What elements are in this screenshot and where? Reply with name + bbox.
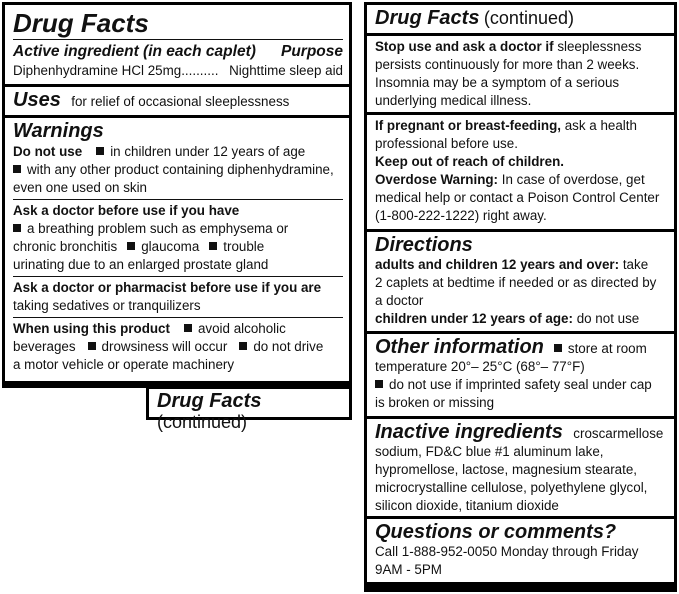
- bullet-icon: [96, 147, 104, 155]
- divider: [13, 317, 343, 318]
- divider: [13, 39, 343, 40]
- directions-text: 2 caplets at bedtime if needed or as directed by: [375, 275, 657, 290]
- right-continued: (continued): [483, 8, 574, 28]
- do-not-use-block: [13, 142, 343, 197]
- inactive-ingredients-text: silicon dioxide, titanium dioxide: [375, 498, 559, 513]
- ask-doctor-item: urinating due to an enlarged prostate gland: [13, 257, 269, 272]
- do-not-use-item: with any other product containing diphenhydramine,: [27, 162, 334, 177]
- questions-section: [367, 519, 674, 582]
- pregnancy-heading: If pregnant or breast-feeding,: [375, 118, 561, 133]
- bullet-icon: [554, 344, 562, 352]
- directions-section: [367, 232, 674, 331]
- ask-pharmacist-block: [13, 279, 343, 315]
- bullet-icon: [184, 324, 192, 332]
- inactive-ingredients-title: Inactive ingredients: [375, 421, 563, 443]
- warnings-section: [5, 118, 349, 381]
- when-using-item: avoid alcoholic: [197, 321, 286, 336]
- continued-tab-inner: [149, 389, 349, 432]
- ask-doctor-block: [13, 202, 343, 274]
- bullet-icon: [13, 224, 21, 232]
- when-using-item: beverages: [13, 339, 76, 354]
- stop-use-heading: Stop use and ask a doctor if: [375, 39, 554, 54]
- do-not-use-item: even one used on skin: [13, 180, 148, 195]
- bullet-icon: [375, 380, 383, 388]
- warnings-title: Warnings: [13, 120, 104, 142]
- do-not-use-heading: Do not use: [13, 144, 83, 159]
- directions-adult-heading: adults and children 12 years and over:: [375, 257, 620, 272]
- drug-facts-panel-right: [364, 2, 677, 592]
- stop-use-text: underlying medical illness.: [375, 93, 532, 108]
- uses-text: for relief of occasional sleeplessness: [71, 94, 290, 109]
- uses-section: [5, 87, 349, 115]
- other-information-text: store at room: [567, 341, 647, 356]
- stop-use-text: Insomnia may be a symptom of a serious: [375, 75, 620, 90]
- ask-doctor-item: glaucoma: [141, 239, 200, 254]
- other-information-text: temperature 20°– 25°C (68°– 77°F): [375, 359, 585, 374]
- ask-pharmacist-item: taking sedatives or tranquilizers: [13, 298, 201, 313]
- ask-doctor-item: trouble: [223, 239, 265, 254]
- stop-use-text: sleeplessness: [557, 39, 642, 54]
- purpose-value: Nighttime sleep aid: [229, 63, 343, 78]
- inactive-ingredients-section: [367, 419, 674, 516]
- directions-text: do not use: [576, 311, 640, 326]
- overdose-text: In case of overdose, get: [501, 172, 645, 187]
- stop-use-section: [367, 36, 674, 112]
- other-information-text: do not use if imprinted safety seal under cap: [389, 377, 652, 392]
- active-ingredient-header: Active ingredient (in each caplet): [13, 43, 256, 60]
- pregnancy-section: [367, 115, 674, 229]
- when-using-item: do not drive: [253, 339, 324, 354]
- keep-out-heading: Keep out of reach of children.: [375, 154, 564, 169]
- continued-tab-word: (continued): [157, 412, 248, 432]
- other-information-section: [367, 334, 674, 416]
- inactive-ingredients-text: sodium, FD&C blue #1 aluminum lake,: [375, 444, 604, 459]
- drug-facts-title: Drug Facts: [13, 8, 149, 38]
- ask-doctor-item: a breathing problem such as emphysema or: [27, 221, 289, 236]
- right-header: [367, 5, 674, 33]
- when-using-heading: When using this product: [13, 321, 170, 336]
- overdose-heading: Overdose Warning:: [375, 172, 499, 187]
- ask-doctor-heading: Ask a doctor before use if you have: [13, 203, 240, 218]
- pregnancy-text: professional before use.: [375, 136, 518, 151]
- other-information-text: is broken or missing: [375, 395, 495, 410]
- divider: [13, 199, 343, 200]
- continued-tab: [146, 386, 352, 432]
- do-not-use-item: in children under 12 years of age: [110, 144, 306, 159]
- questions-text: Call 1-888-952-0050 Monday through Friday: [375, 544, 639, 559]
- directions-child-heading: children under 12 years of age:: [375, 311, 573, 326]
- directions-text: take: [622, 257, 649, 272]
- directions-title: Directions: [375, 234, 473, 256]
- stop-use-text: persists continuously for more than 2 weeks.: [375, 57, 640, 72]
- ask-doctor-item: chronic bronchitis: [13, 239, 118, 254]
- bullet-icon: [239, 342, 247, 350]
- inactive-ingredients-text: microcrystalline cellulose, polyethylene glycol,: [375, 480, 648, 495]
- ask-pharmacist-heading: Ask a doctor or pharmacist before use if you are: [13, 280, 322, 295]
- active-ingredient: Diphenhydramine HCl 25mg..........: [13, 63, 219, 78]
- drug-facts-header: [5, 5, 349, 84]
- uses-title: Uses: [13, 89, 61, 111]
- directions-text: a doctor: [375, 293, 424, 308]
- questions-text: 9AM - 5PM: [375, 562, 442, 577]
- right-title: Drug Facts: [375, 7, 480, 29]
- bullet-icon: [127, 242, 135, 250]
- when-using-block: [13, 320, 343, 374]
- other-information-title: Other information: [375, 336, 544, 358]
- pregnancy-text: ask a health: [564, 118, 637, 133]
- divider: [13, 276, 343, 277]
- drug-facts-panel-left: [2, 2, 352, 388]
- continued-tab-title: Drug Facts: [157, 390, 262, 412]
- inactive-ingredients-text: hypromellose, lactose, magnesium stearate,: [375, 462, 637, 477]
- purpose-header: Purpose: [280, 43, 343, 60]
- overdose-text: (1-800-222-1222) right away.: [375, 208, 547, 223]
- when-using-item: a motor vehicle or operate machinery: [13, 357, 235, 372]
- bullet-icon: [13, 165, 21, 173]
- bullet-icon: [209, 242, 217, 250]
- overdose-text: medical help or contact a Poison Control Center: [375, 190, 660, 205]
- inactive-ingredients-text: croscarmellose: [573, 426, 664, 441]
- bullet-icon: [88, 342, 96, 350]
- when-using-item: drowsiness will occur: [101, 339, 228, 354]
- questions-title: Questions or comments?: [375, 521, 617, 543]
